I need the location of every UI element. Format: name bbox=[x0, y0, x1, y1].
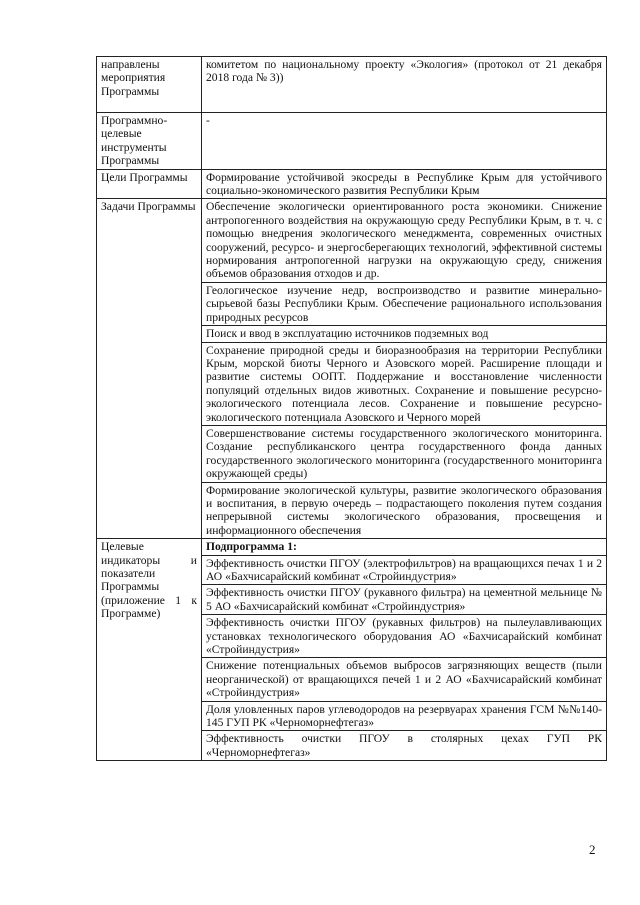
program-passport-table bbox=[96, 56, 607, 761]
task-item: Формирование экологической культуры, развитие экологического образования и воспитания, в первую очередь – подрастающего поколения путем создания непрерывной системы экологического образования, просвещения и информационного обеспечения bbox=[202, 482, 607, 539]
table-row bbox=[97, 169, 607, 199]
indicator-item: Эффективность очистки ПГОУ в столярных цехах ГУП РК «Черноморнефтегаз» bbox=[202, 731, 607, 761]
row-content-instruments: - bbox=[202, 113, 607, 170]
row-label-tasks: Задачи Программы bbox=[97, 199, 202, 539]
table-row bbox=[97, 113, 607, 170]
row-content-measures: комитетом по национальному проекту «Экология» (протокол от 21 декабря 2018 года № 3)) bbox=[202, 57, 607, 113]
indicator-item: Снижение потенциальных объемов выбросов загрязняющих веществ (пыли неорганической) от вращающихся печей 1 и 2 АО «Бахчисарайский комбинат «Стройиндустрия» bbox=[202, 658, 607, 701]
indicator-item: Эффективность очистки ПГОУ (электрофильтров) на вращающихся печах 1 и 2 АО «Бахчисарайский комбинат «Стройиндустрия» bbox=[202, 555, 607, 585]
task-item: Геологическое изучение недр, воспроизводство и развитие минерально-сырьевой базы Республики Крым. Обеспечение рационального использования природных ресурсов bbox=[202, 282, 607, 325]
indicator-item: Доля уловленных паров углеводородов на резервуарах хранения ГСМ №№140-145 ГУП РК «Черноморнефтегаз» bbox=[202, 701, 607, 731]
row-content-goals: Формирование устойчивой экосреды в Республике Крым для устойчивого социально-экономического развития Республики Крым bbox=[202, 169, 607, 199]
row-label-instruments: Программно-целевые инструменты Программы bbox=[97, 113, 202, 170]
indicator-item: Эффективность очистки ПГОУ (рукавного фильтра) на цементной мельнице № 5 АО «Бахчисарайский комбинат «Стройиндустрия» bbox=[202, 585, 607, 615]
table-row bbox=[97, 57, 607, 113]
page-number: 2 bbox=[589, 842, 596, 857]
row-label-goals: Цели Программы bbox=[97, 169, 202, 199]
task-item: Обеспечение экологически ориентированного роста экономики. Снижение антропогенного воздействия на окружающую среду Республики Крым, в т. ч. с помощью внедрения экологического менеджмента, современных очистных сооружений, ресурсо- и энергосберегающих технологий, эффективной системы нормирования антропогенной нагрузки на окружающую среду, снижения объемов образования отходов и др. bbox=[202, 199, 607, 282]
task-item: Поиск и ввод в эксплуатацию источников подземных вод bbox=[202, 326, 607, 342]
table-row bbox=[97, 199, 607, 282]
row-label-measures: направлены мероприятия Программы bbox=[97, 57, 202, 113]
table-row bbox=[97, 539, 607, 555]
subprogram-heading: Подпрограмма 1: bbox=[202, 539, 607, 555]
row-label-indicators: Целевые индикаторы и показатели Программы (приложение 1 к Программе) bbox=[97, 539, 202, 761]
task-item: Совершенствование системы государственного экологического мониторинга. Создание республиканского центра государственного фонда данных государственного экологического мониторинга (государственного мониторинга окружающей среды) bbox=[202, 425, 607, 482]
indicator-item: Эффективность очистки ПГОУ (рукавных фильтров) на пылеулавливающих установках технологического оборудования АО «Бахчисарайский комбинат «Стройиндустрия» bbox=[202, 615, 607, 658]
task-item: Сохранение природной среды и биоразнообразия на территории Республики Крым, морской биоты Черного и Азовского морей. Расширение площади и развитие системы ООПТ. Поддержание и восстановление численности популяций отдельных видов животных. Сохранение и повышение ресурсно-экологического потенциала лесов. Сохранение и повышение ресурсно-экологического потенциала Азовского и Черного морей bbox=[202, 342, 607, 425]
